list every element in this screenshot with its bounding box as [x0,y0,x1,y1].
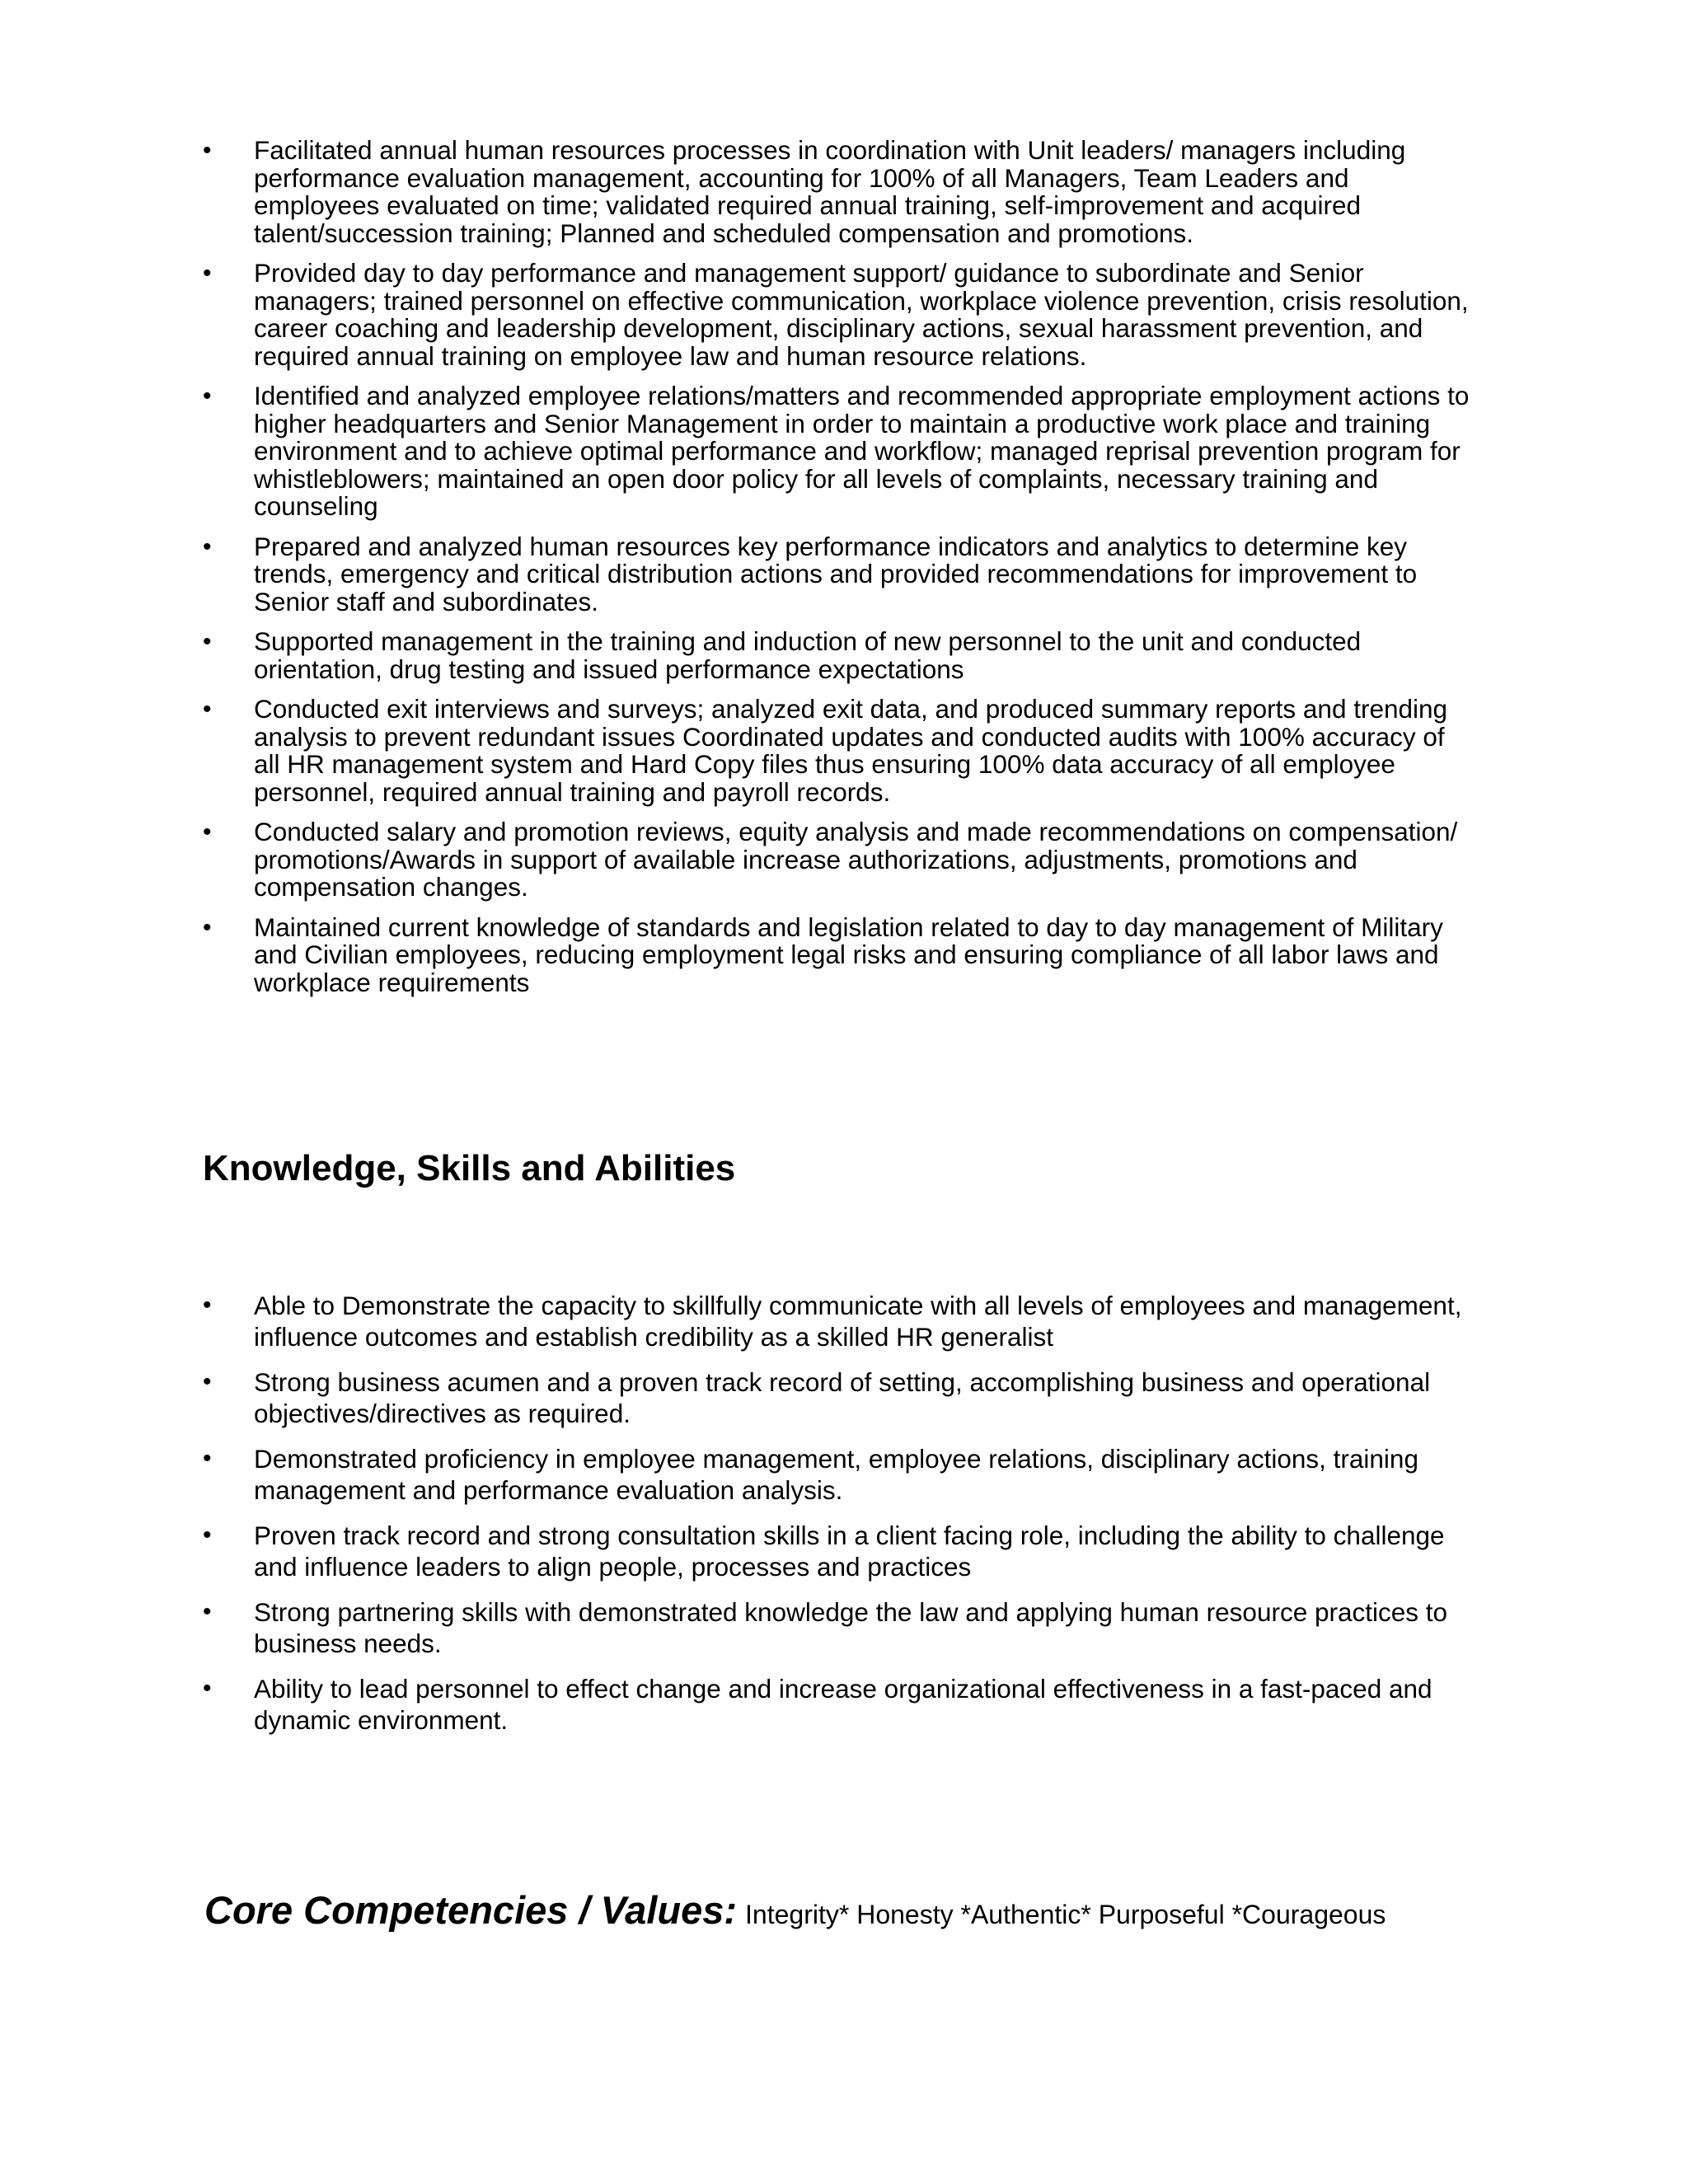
list-item [203,818,1472,902]
list-item [203,1673,1472,1736]
section-title-skills: Knowledge, Skills and Abilities [203,1148,736,1188]
bullet-text: Strong partnering skills with demonstrated knowledge the law and applying human resource practices to business needs. [254,1597,1448,1658]
list-item [203,1443,1472,1506]
bullet-text: Conducted salary and promotion reviews, equity analysis and made recommendations on compensation/ promotions/Awards in support of available increase authorizations, adjustments, promotions and compensation changes. [254,817,1458,902]
bullet-marker: • [203,696,212,723]
bullet-marker: • [203,1291,212,1319]
bullet-text: Prepared and analyzed human resources key performance indicators and analytics to determine key trends, emergency and critical distribution actions and provided recommendations for improvement to Senior staff and subordinates. [254,531,1418,616]
bullet-marker: • [203,1445,212,1472]
bullet-text: Conducted exit interviews and surveys; analyzed exit data, and produced summary reports and trending analysis to prevent redundant issues Coordinated updates and conducted audits with 100% accuracy of all HR management system and Hard Copy files thus ensuring 100% data accuracy of all employee personnel, required annual training and payroll records. [254,694,1448,807]
core-competencies-line [204,1887,1386,1933]
list-item [203,1520,1472,1582]
bullet-text: Identified and analyzed employee relations/matters and recommended appropriate employment actions to higher headquarters and Senior Management in order to maintain a productive work place and training environment and to achieve optimal performance and workflow; managed reprisal prevention program for whistleblowers; maintained an open door policy for all levels of complaints, necessary training and counseling [254,381,1470,521]
bullet-text: Ability to lead personnel to effect change and increase organizational effectiveness in a fast-paced and dynamic environment. [254,1674,1432,1735]
list-item [203,1596,1472,1659]
bullet-marker: • [203,1675,212,1702]
core-competencies-values: Integrity* Honesty *Authentic* Purposeful *Courageous [745,1900,1386,1929]
bullet-marker: • [203,628,212,655]
bullet-text: Facilitated annual human resources processes in coordination with Unit leaders/ managers including performance evaluation management, accounting for 100% of all Managers, Team Leaders and employees evaluated on time; validated required annual training, self-improvement and acquired talent/succession training; Planned and scheduled compensation and promotions. [254,135,1406,248]
bullet-marker: • [203,1521,212,1549]
bullet-text: Maintained current knowledge of standards and legislation related to day to day management of Military and Civilian employees, reducing employment legal risks and ensuring compliance of all labor laws and workplace requirements [254,912,1443,997]
bullet-marker: • [203,137,212,164]
bullet-marker: • [203,260,212,287]
list-item [203,1290,1472,1352]
list-item [203,628,1472,683]
experience-bullet-list [203,137,1472,1009]
list-item [203,382,1472,521]
bullet-text: Able to Demonstrate the capacity to skillfully communicate with all levels of employees and management, influence outcomes and establish credibility as a skilled HR generalist [254,1291,1462,1352]
list-item [203,914,1472,997]
bullet-marker: • [203,382,212,410]
bullet-marker: • [203,532,212,560]
bullet-text: Supported management in the training and induction of new personnel to the unit and conducted orientation, drug testing and issued performance expectations [254,626,1362,684]
list-item [203,260,1472,370]
bullet-text: Demonstrated proficiency in employee management, employee relations, disciplinary actions, training management and performance evaluation analysis. [254,1444,1418,1505]
core-competencies-label: Core Competencies / Values: [204,1888,738,1932]
bullet-text: Strong business acumen and a proven track record of setting, accomplishing business and operational objectives/directives as required. [254,1367,1431,1428]
bullet-text: Provided day to day performance and management support/ guidance to subordinate and Senior managers; trained personnel on effective communication, workplace violence prevention, crisis resolution, career coaching and leadership development, disciplinary actions, sexual harassment prevention, and required annual training on employee law and human resource relations. [254,258,1469,371]
list-item [203,696,1472,806]
skills-bullet-list [203,1290,1472,1750]
bullet-text: Proven track record and strong consultation skills in a client facing role, including the ability to challenge and influence leaders to align people, processes and practices [254,1521,1445,1582]
list-item [203,533,1472,616]
bullet-marker: • [203,1368,212,1395]
bullet-marker: • [203,913,212,941]
list-item [203,1366,1472,1429]
bullet-marker: • [203,1598,212,1625]
bullet-marker: • [203,818,212,846]
list-item [203,137,1472,247]
